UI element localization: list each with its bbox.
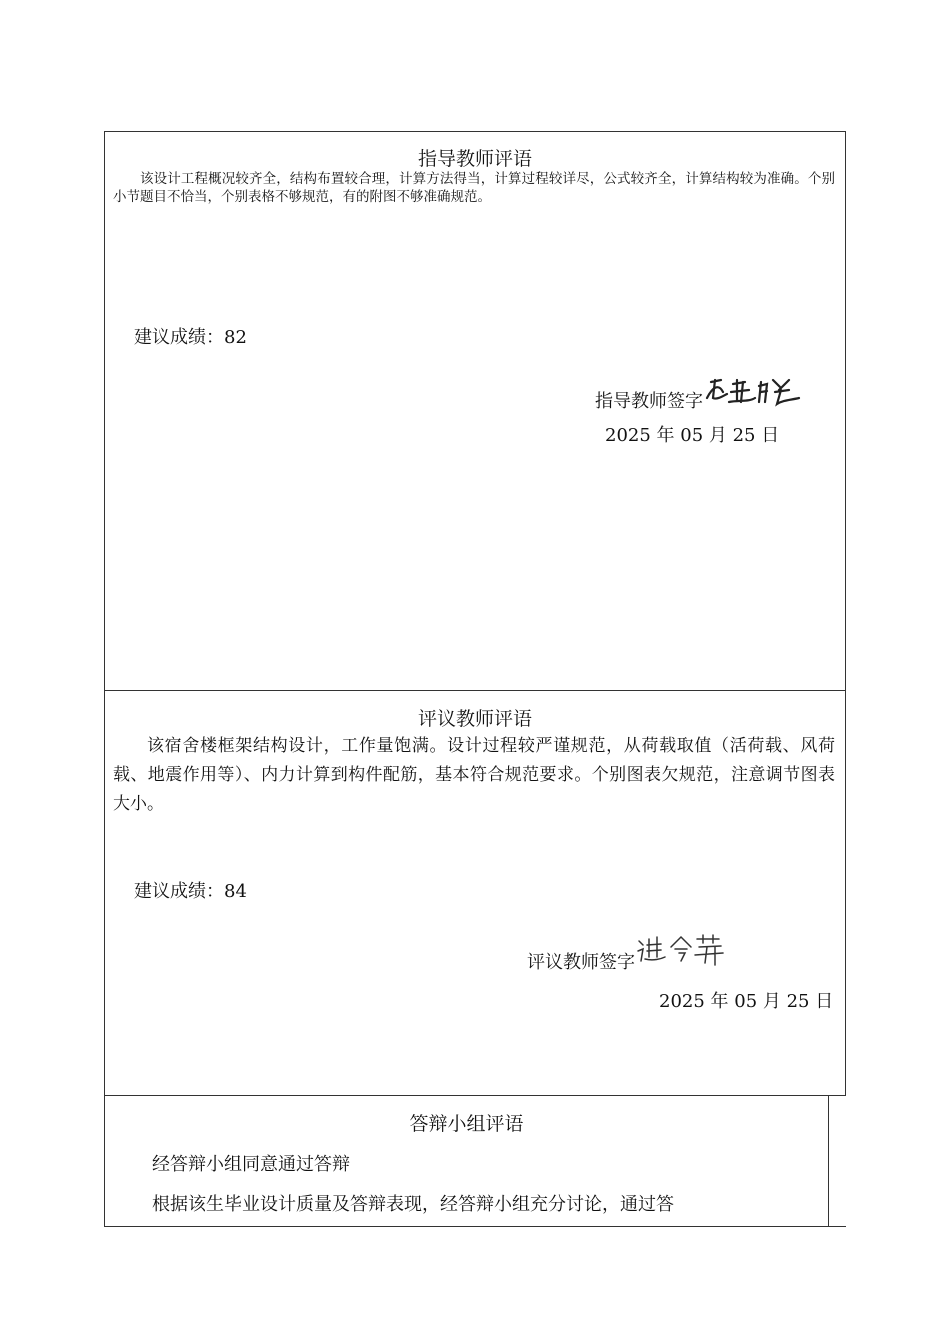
table-tail-line xyxy=(828,1226,846,1227)
advisor-grade: 建议成绩：82 xyxy=(134,327,247,348)
reviewer-signature-image xyxy=(635,933,727,974)
reviewer-comment: 该宿舍楼框架结构设计，工作量饱满。设计过程较严谨规范，从荷载取值（活荷载、风荷载、地震作用等）、内力计算到构件配筋，基本符合规范要求。个别图表欠规范，注意调节图表大小。 xyxy=(113,736,835,814)
reviewer-section xyxy=(104,690,846,1096)
advisor-comment: 该设计工程概况较齐全，结构布置较合理，计算方法得当，计算过程较详尽，公式较齐全，计算结构较为准确。个别小节题目不恰当，个别表格不够规范，有的附图不够准确规范。 xyxy=(113,171,835,205)
reviewer-date: 2025 年 05 月 25 日 xyxy=(659,991,834,1012)
defense-title: 答辩小组评语 xyxy=(409,1113,524,1135)
reviewer-signature-label: 评议教师签字 xyxy=(527,952,635,973)
defense-line-2: 根据该生毕业设计质量及答辩表现，经答辩小组充分讨论，通过答 xyxy=(152,1194,674,1215)
advisor-signature-row xyxy=(595,376,803,413)
reviewer-title: 评议教师评语 xyxy=(417,708,532,730)
defense-section xyxy=(104,1095,829,1227)
reviewer-signature-row xyxy=(527,933,727,974)
advisor-signature-image xyxy=(703,376,803,413)
reviewer-grade: 建议成绩：84 xyxy=(134,881,247,902)
advisor-date: 2025 年 05 月 25 日 xyxy=(605,425,780,446)
advisor-title: 指导教师评语 xyxy=(417,148,532,170)
advisor-section xyxy=(104,131,846,691)
defense-line-1: 经答辩小组同意通过答辩 xyxy=(152,1154,350,1175)
advisor-signature-label: 指导教师签字 xyxy=(595,391,703,412)
